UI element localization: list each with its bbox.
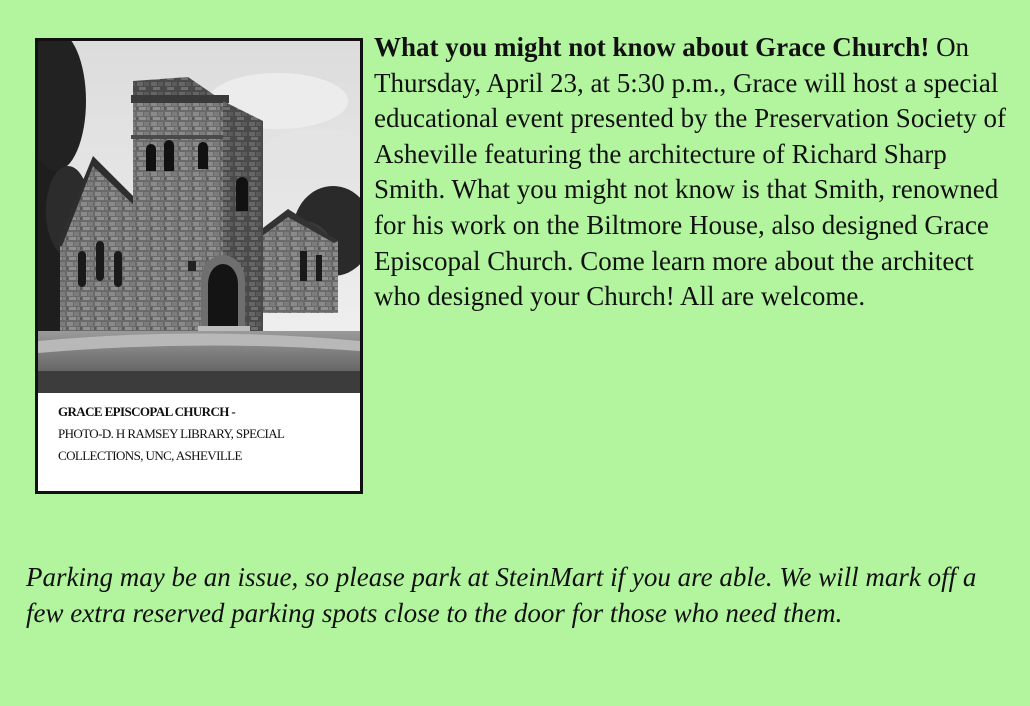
- caption-title: GRACE EPISCOPAL CHURCH -: [58, 404, 236, 419]
- church-photo: [38, 41, 360, 393]
- announcement-body: On Thursday, April 23, at 5:30 p.m., Grace will host a special educational event presented by the Preservation Society of Asheville featuring the architecture of Richard Sharp Smith. What you might not know is that Smith, renowned for his work on the Biltmore House, also designed Grace Episcopal Church. Come learn more about the architect who designed your Church! All are welcome.: [374, 32, 1007, 312]
- announcement-headline: What you might not know about Grace Church!: [374, 32, 930, 62]
- announcement-text: [374, 30, 1014, 315]
- church-photo-frame: [35, 38, 363, 494]
- photo-caption: [38, 393, 360, 491]
- parking-note: Parking may be an issue, so please park at SteinMart if you are able. We will mark off a few extra reserved parking spots close to the door for those who need them.: [26, 562, 977, 628]
- caption-credit-line-2: COLLECTIONS, UNC, ASHEVILLE: [58, 448, 242, 463]
- caption-credit-line-1: PHOTO-D. H RAMSEY LIBRARY, SPECIAL: [58, 426, 285, 441]
